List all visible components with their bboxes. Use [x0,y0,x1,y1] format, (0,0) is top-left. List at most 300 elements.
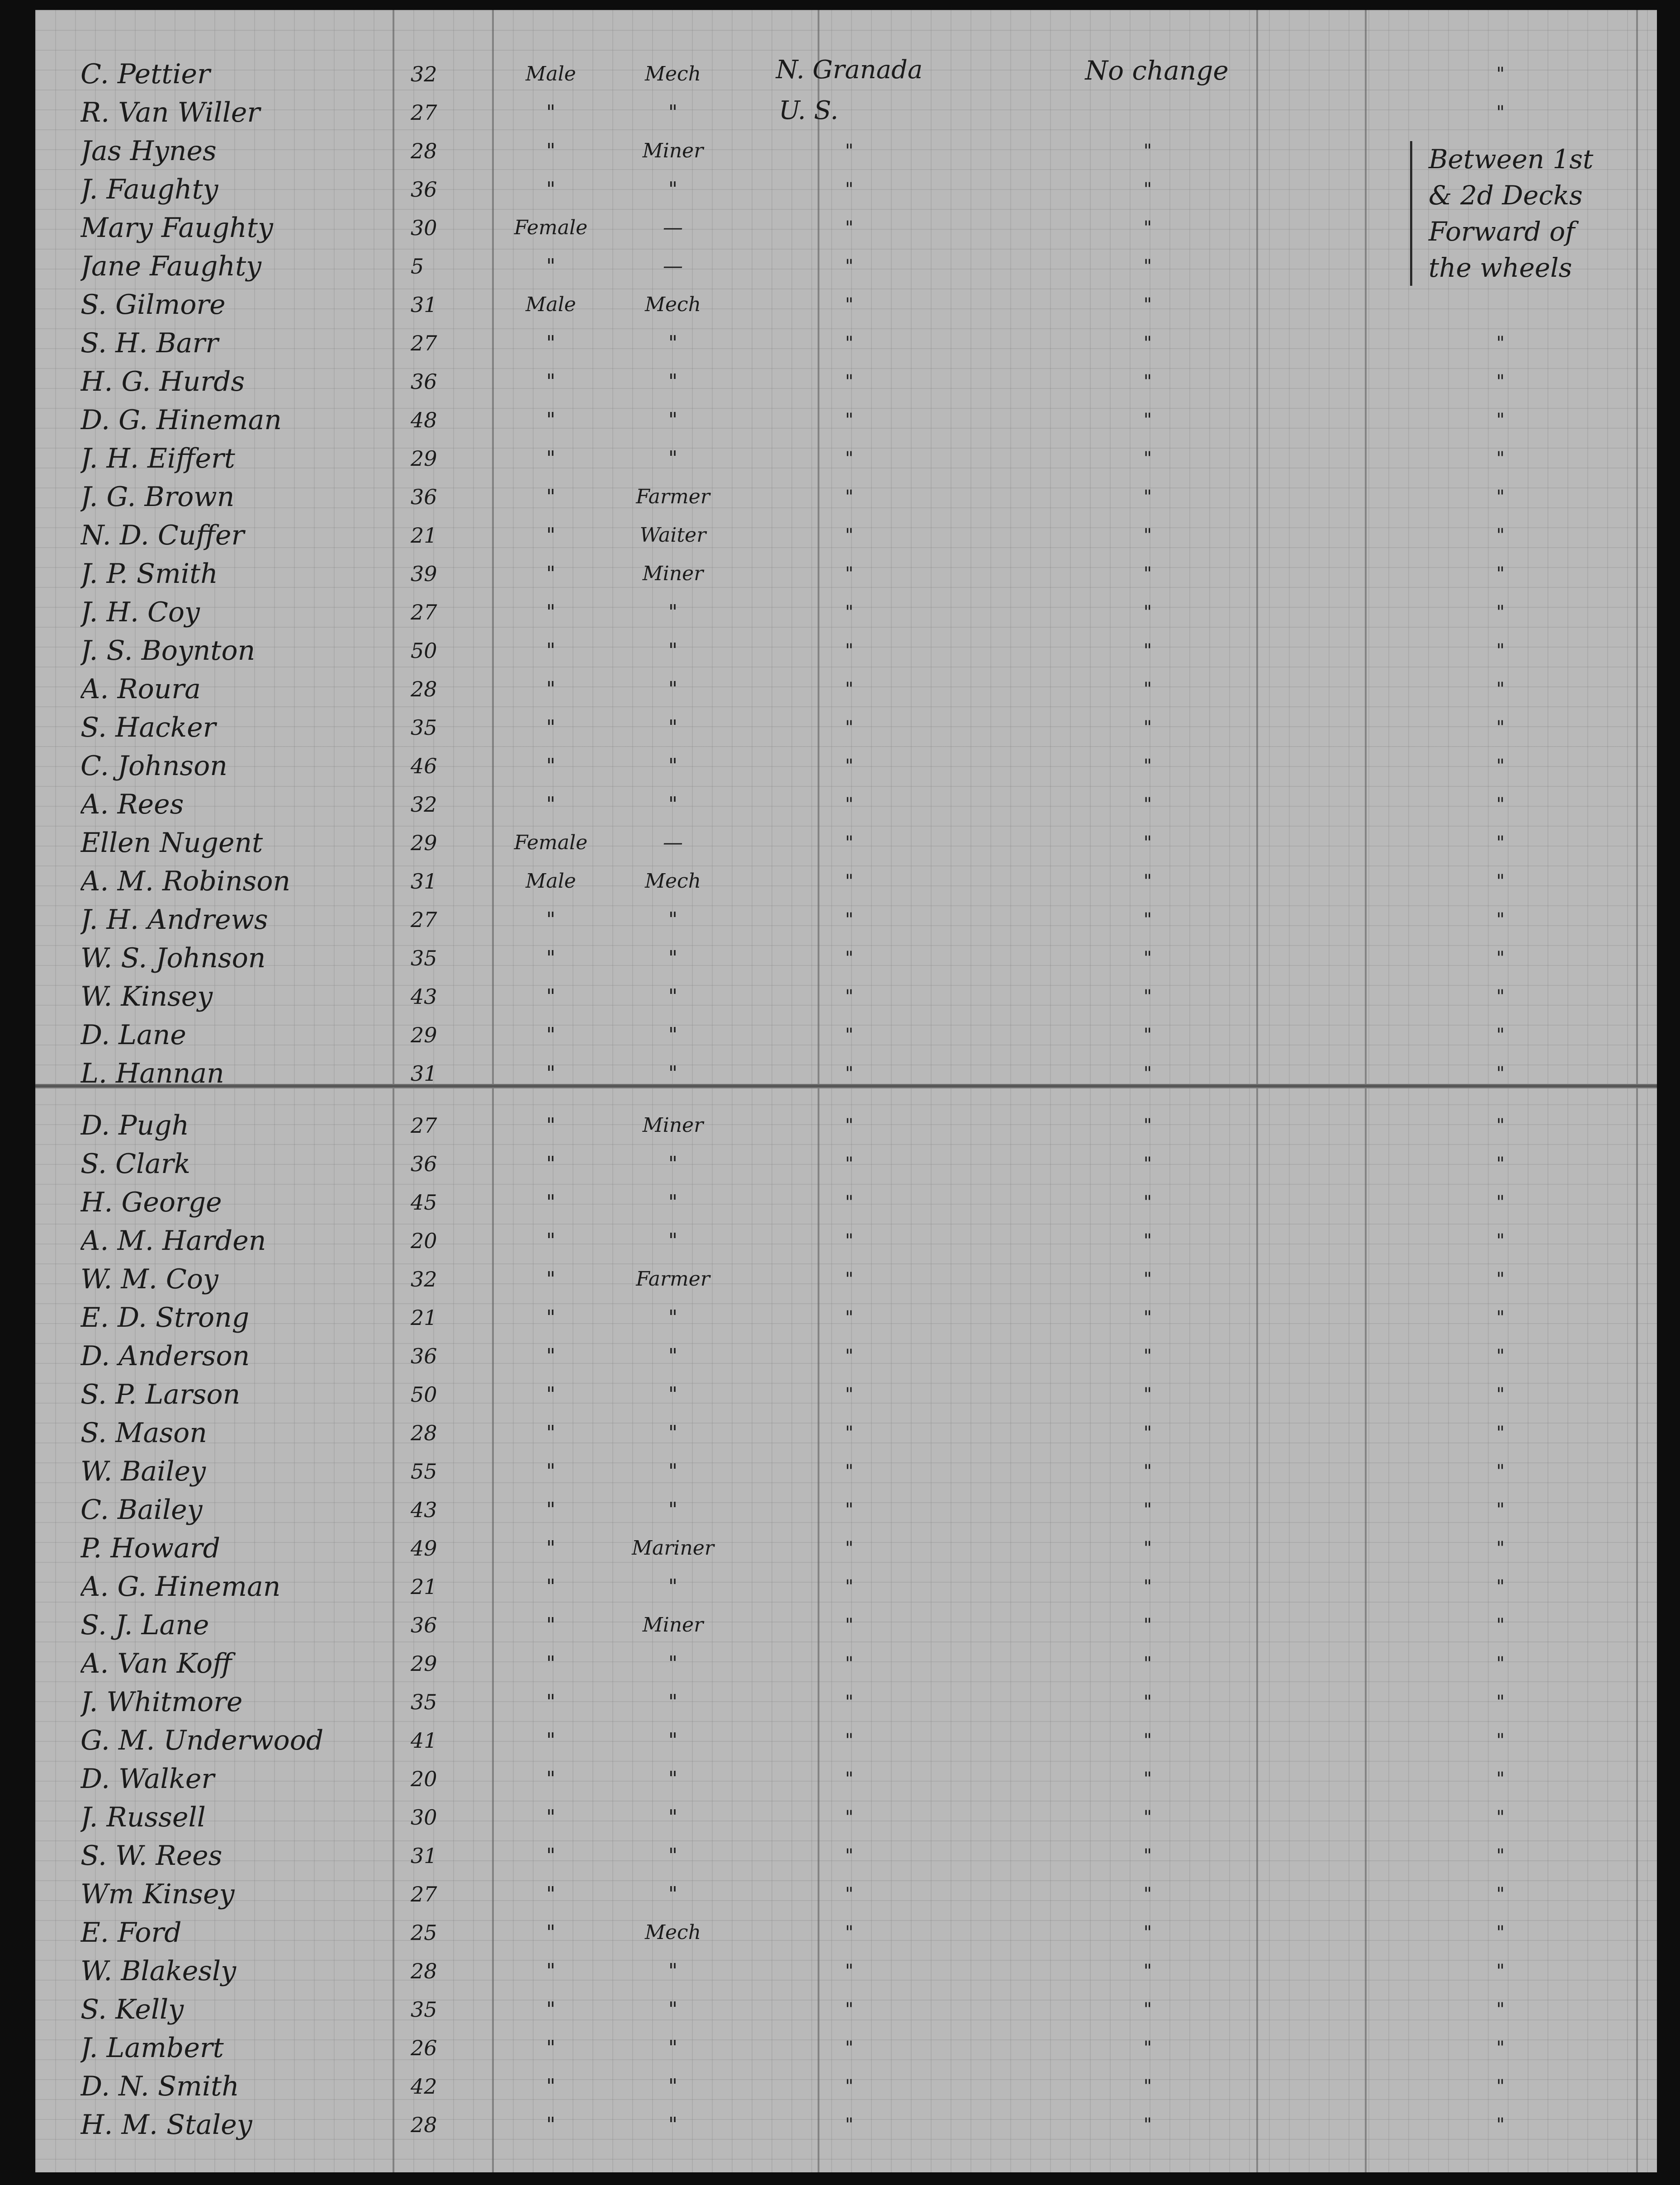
passenger-change: " [1143,1192,1152,1213]
passenger-occupation: " [668,1023,678,1046]
passenger-name: D. G. Hineman [80,404,282,436]
passenger-change: " [1143,1692,1152,1712]
passenger-age: 21 [411,523,437,548]
passenger-country: " [845,179,854,200]
passenger-occupation: " [668,1344,678,1367]
passenger-name: D. Lane [80,1019,186,1051]
passenger-age: 46 [411,754,437,778]
passenger-country: " [845,294,854,315]
passenger-country: " [845,1384,854,1405]
passenger-sex: " [546,1690,556,1713]
passenger-country: " [845,679,854,700]
table-row [35,516,1657,554]
passenger-age: 35 [411,1997,437,2022]
passenger-occupation: " [668,1229,678,1252]
passenger-occupation: " [668,1767,678,1790]
passenger-sex: Female [514,831,588,854]
passenger-change: " [1143,1769,1152,1789]
table-row [35,1183,1657,1221]
passenger-change: " [1143,1730,1152,1751]
passenger-location: " [1496,1730,1505,1751]
passenger-sex: " [546,2075,556,2098]
passenger-age: 27 [411,908,437,932]
passenger-occupation: " [668,985,678,1008]
passenger-location: " [1496,1999,1505,2020]
passenger-age: 36 [411,177,437,202]
passenger-name: J. P. Smith [80,558,218,590]
passenger-sex: " [546,985,556,1008]
table-row [35,824,1657,862]
passenger-change: " [1143,679,1152,700]
passenger-name: D. Pugh [80,1110,189,1141]
passenger-location [1473,132,1528,170]
passenger-name: A. Roura [80,673,201,705]
passenger-occupation: " [668,447,678,470]
passenger-change: " [1143,1845,1152,1866]
passenger-sex: " [546,1498,556,1521]
table-row [35,709,1657,747]
passenger-sex: " [546,1767,556,1790]
passenger-country: " [845,717,854,738]
passenger-name: D. Walker [80,1763,215,1795]
passenger-location: " [1496,1576,1505,1597]
passenger-age: 35 [411,946,437,970]
passenger-name: J. H. Coy [80,596,200,628]
passenger-age: 49 [411,1536,437,1561]
passenger-age: 35 [411,715,437,740]
passenger-name: S. P. Larson [80,1379,241,1410]
passenger-location: " [1496,1922,1505,1943]
passenger-age: 26 [411,2036,437,2060]
passenger-sex: " [546,1652,556,1675]
table-row [35,593,1657,631]
location-note-line: & 2d Decks [1429,180,1583,211]
passenger-location: " [1496,525,1505,546]
passenger-name: Jas Hynes [80,135,217,167]
table-row [35,1414,1657,1452]
table-row [35,1452,1657,1490]
passenger-country: " [845,1230,854,1251]
passenger-occupation: Waiter [639,524,706,547]
passenger-location: " [1496,1230,1505,1251]
passenger-location: " [1496,1115,1505,1136]
passenger-location: " [1496,832,1505,853]
passenger-name: A. M. Harden [80,1225,266,1257]
table-row [35,1299,1657,1337]
passenger-name: J. G. Brown [80,481,235,513]
passenger-country: " [845,1576,854,1597]
passenger-country: " [845,1025,854,1045]
passenger-age: 36 [411,1152,437,1176]
passenger-country: " [845,1884,854,1905]
passenger-country: " [845,756,854,776]
passenger-location: " [1496,1653,1505,1674]
passenger-location: " [1496,986,1505,1007]
passenger-occupation: " [668,1729,678,1752]
passenger-sex: " [546,1844,556,1867]
table-row [35,286,1657,324]
passenger-age: 28 [411,139,437,163]
table-row [35,939,1657,977]
table-row [35,1991,1657,2029]
table-row [35,440,1657,478]
table-row [35,1107,1657,1145]
passenger-name: E. D. Strong [80,1302,250,1334]
passenger-sex: " [546,1229,556,1252]
table-row [35,632,1657,670]
passenger-country: " [845,909,854,930]
table-row [35,1568,1657,1606]
passenger-change: " [1143,525,1152,546]
passenger-location: " [1496,410,1505,430]
passenger-location: " [1496,487,1505,507]
passenger-sex: Male [525,870,576,893]
passenger-age: 50 [411,1382,437,1407]
table-row [35,978,1657,1016]
passenger-name: Mary Faughty [80,212,273,244]
passenger-location: " [1496,909,1505,930]
passenger-name: D. N. Smith [80,2071,239,2102]
table-row [35,1952,1657,1990]
table-row [35,1337,1657,1375]
passenger-sex: " [546,716,556,739]
passenger-change: " [1143,333,1152,354]
passenger-location: " [1496,1192,1505,1213]
passenger-location: " [1496,1461,1505,1482]
passenger-sex: " [546,1306,556,1329]
passenger-location: " [1496,102,1505,123]
table-row [35,2067,1657,2105]
passenger-occupation: " [668,793,678,816]
passenger-occupation: " [668,331,678,355]
passenger-country: " [845,2076,854,2097]
passenger-location: " [1496,1063,1505,1084]
passenger-change: " [1143,371,1152,392]
passenger-country: " [845,1999,854,2020]
passenger-age: 43 [411,1498,437,1522]
location-note-line: the wheels [1429,252,1572,283]
passenger-occupation: " [668,2075,678,2098]
table-row [35,363,1657,401]
passenger-age: 28 [411,1421,437,1445]
passenger-location: " [1496,1154,1505,1174]
table-row [35,1837,1657,1875]
passenger-country [822,55,876,93]
passenger-location: " [1496,1025,1505,1045]
table-row [35,94,1657,132]
passenger-change: " [1143,717,1152,738]
passenger-change: " [1143,1538,1152,1559]
passenger-country: " [845,2114,854,2135]
passenger-location: " [1496,1615,1505,1636]
passenger-age: 36 [411,485,437,509]
passenger-age: 29 [411,1651,437,1676]
passenger-country: " [845,1922,854,1943]
passenger-name: W. Bailey [80,1456,206,1487]
passenger-location: " [1496,640,1505,661]
passenger-change: " [1143,1576,1152,1597]
passenger-sex: " [546,1882,556,1906]
passenger-country: " [845,1115,854,1136]
passenger-name: W. M. Coy [80,1263,218,1295]
passenger-sex: Male [525,62,576,85]
passenger-age: 30 [411,1805,437,1830]
passenger-occupation: Farmer [636,1267,710,1291]
passenger-age: 32 [411,62,437,86]
passenger-occupation: " [668,716,678,739]
passenger-name: L. Hannan [80,1058,224,1089]
passenger-sex: " [546,1191,556,1214]
passenger-country: " [845,948,854,969]
passenger-occupation: " [668,1959,678,1982]
passenger-name: J. Russell [80,1802,206,1833]
table-row [35,1145,1657,1183]
passenger-name: J. Whitmore [80,1686,243,1718]
passenger-occupation: " [668,1998,678,2021]
passenger-location: " [1496,448,1505,469]
passenger-location: " [1496,2114,1505,2135]
passenger-country: " [845,871,854,892]
passenger-name: S. W. Rees [80,1840,222,1872]
passenger-age: 29 [411,831,437,855]
passenger-age: 36 [411,369,437,394]
passenger-occupation: Mech [644,870,701,893]
passenger-age: 29 [411,1023,437,1047]
passenger-change: " [1143,256,1152,277]
passenger-occupation: " [668,1421,678,1444]
passenger-name: R. Van Willer [80,97,260,128]
passenger-occupation: " [668,370,678,393]
passenger-age: 32 [411,792,437,817]
passenger-country: " [845,1692,854,1712]
passenger-name: J. H. Eiffert [80,443,235,474]
passenger-change: " [1143,602,1152,623]
passenger-occupation: " [668,908,678,931]
table-row [35,1914,1657,1952]
passenger-sex: " [546,447,556,470]
passenger-occupation: " [668,677,678,700]
passenger-sex: " [546,2036,556,2059]
location-note-line: Forward of [1429,216,1575,247]
passenger-country: " [845,1769,854,1789]
passenger-name: A. M. Robinson [80,865,291,897]
passenger-occupation: Mech [644,293,701,316]
passenger-occupation: " [668,946,678,970]
passenger-occupation: " [668,1652,678,1675]
passenger-change: " [1143,2038,1152,2058]
passenger-age: 43 [411,984,437,1009]
passenger-name: W. Blakesly [80,1955,237,1987]
passenger-sex: " [546,1421,556,1444]
passenger-sex: " [546,1806,556,1829]
passenger-location: " [1496,1807,1505,1828]
passenger-name: D. Anderson [80,1340,250,1372]
passenger-location [1473,209,1528,247]
table-row [35,747,1657,785]
table-row [35,785,1657,823]
passenger-sex: " [546,1152,556,1175]
passenger-location: " [1496,1769,1505,1789]
manifest-sheet [35,10,1657,2172]
passenger-change: " [1143,1346,1152,1367]
table-row [35,1760,1657,1798]
passenger-change: " [1143,448,1152,469]
passenger-sex: " [546,178,556,201]
passenger-location: " [1496,2076,1505,2097]
passenger-sex: " [546,1383,556,1406]
passenger-change: " [1143,1461,1152,1482]
passenger-occupation: Miner [642,1613,704,1636]
change-heading: No change [1085,55,1229,86]
passenger-name: J. S. Boynton [80,635,256,667]
passenger-location [1473,247,1528,285]
passenger-sex: " [546,754,556,777]
passenger-change: " [1143,1154,1152,1174]
passenger-country: " [845,1192,854,1213]
passenger-occupation: " [668,178,678,201]
passenger-name: W. S. Johnson [80,942,266,974]
passenger-occupation: " [668,1575,678,1598]
passenger-sex: " [546,1344,556,1367]
passenger-country: " [845,448,854,469]
passenger-location: " [1496,1307,1505,1328]
passenger-change [1121,55,1175,93]
passenger-age: 36 [411,1613,437,1637]
passenger-occupation: Miner [642,1114,704,1137]
location-note-line: Between 1st [1429,144,1594,175]
passenger-change: " [1143,2076,1152,2097]
passenger-location: " [1496,64,1505,85]
table-row [35,1798,1657,1836]
passenger-name: C. Johnson [80,750,227,782]
passenger-occupation: " [668,1844,678,1867]
passenger-age: 28 [411,1959,437,1983]
passenger-location: " [1496,333,1505,354]
passenger-sex: " [546,1023,556,1046]
table-row [35,2029,1657,2067]
table-row [35,401,1657,439]
passenger-name: Jane Faughty [80,251,262,282]
passenger-occupation: " [668,408,678,431]
passenger-occupation: " [668,754,678,777]
passenger-sex: " [546,408,556,431]
passenger-change: " [1143,1384,1152,1405]
passenger-occupation: " [668,639,678,662]
passenger-occupation: Mech [644,62,701,85]
passenger-occupation: " [668,101,678,124]
passenger-sex: " [546,1267,556,1291]
table-row [35,1645,1657,1683]
passenger-country: " [845,1653,854,1674]
passenger-country: " [845,1538,854,1559]
passenger-change: " [1143,1499,1152,1520]
passenger-name: J. Lambert [80,2032,224,2064]
passenger-country [822,94,876,132]
passenger-name: S. Hacker [80,712,216,743]
passenger-occupation: Mariner [632,1537,714,1560]
table-row [35,901,1657,939]
passenger-country: " [845,1461,854,1482]
passenger-occupation: " [668,1152,678,1175]
passenger-age: 50 [411,638,437,663]
passenger-country: " [845,410,854,430]
passenger-sex: " [546,908,556,931]
passenger-change: " [1143,1999,1152,2020]
passenger-change: " [1143,1423,1152,1443]
passenger-occupation: " [668,1806,678,1829]
passenger-sex: " [546,1575,556,1598]
passenger-age: 20 [411,1767,437,1791]
passenger-sex: " [546,793,556,816]
passenger-country: " [845,640,854,661]
table-row [35,1606,1657,1644]
passenger-occupation: " [668,1498,678,1521]
passenger-location: " [1496,2038,1505,2058]
passenger-sex: " [546,601,556,624]
passenger-age: 39 [411,562,437,586]
passenger-age: 41 [411,1728,437,1753]
passenger-age: 27 [411,100,437,125]
passenger-location: " [1496,794,1505,815]
passenger-age: 21 [411,1305,437,1330]
passenger-change: " [1143,1307,1152,1328]
passenger-sex: " [546,1114,556,1137]
passenger-name: E. Ford [80,1917,182,1949]
passenger-country: " [845,525,854,546]
passenger-name: N. D. Cuffer [80,520,245,551]
passenger-country: " [845,1423,854,1443]
passenger-age: 20 [411,1229,437,1253]
passenger-sex: " [546,1613,556,1636]
passenger-country: " [845,256,854,277]
passenger-sex: Female [514,216,588,239]
passenger-occupation: " [668,1383,678,1406]
passenger-age: 31 [411,293,437,317]
table-row [35,132,1657,170]
passenger-change: " [1143,1025,1152,1045]
passenger-age: 27 [411,1882,437,1906]
passenger-change: " [1143,1115,1152,1136]
passenger-country: " [845,1961,854,1982]
passenger-location [1473,286,1528,324]
passenger-location: " [1496,371,1505,392]
table-row [35,324,1657,362]
passenger-name: J. Faughty [80,174,218,205]
passenger-occupation: " [668,1690,678,1713]
passenger-name: A. Rees [80,789,184,820]
passenger-sex: " [546,139,556,162]
passenger-country: " [845,1346,854,1367]
passenger-change: " [1143,794,1152,815]
passenger-change: " [1143,1063,1152,1084]
passenger-change: " [1143,179,1152,200]
passenger-sex: " [546,677,556,700]
passenger-location: " [1496,1346,1505,1367]
passenger-sex: " [546,255,556,278]
passenger-change: " [1143,832,1152,853]
passenger-occupation: Miner [642,139,704,162]
passenger-sex: " [546,485,556,508]
table-row [35,555,1657,593]
passenger-change: " [1143,871,1152,892]
country-heading: N. Granada [776,55,923,85]
passenger-country: " [845,986,854,1007]
passenger-age: 31 [411,869,437,894]
passenger-occupation: — [663,216,683,239]
passenger-occupation: " [668,1191,678,1214]
table-row [35,1376,1657,1414]
passenger-country: " [845,141,854,161]
